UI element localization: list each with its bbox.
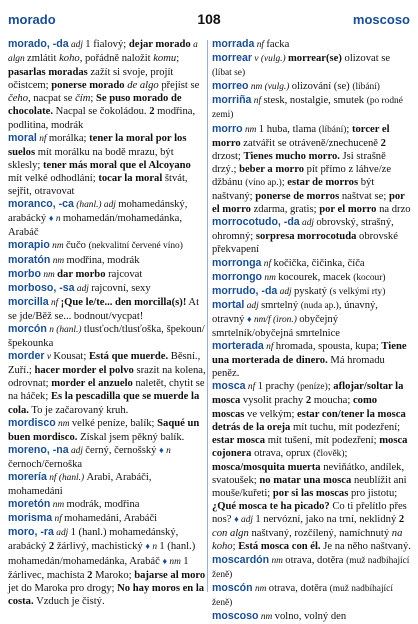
dictionary-entry — [8, 350, 206, 416]
entry-text: (muž nadbíhající ženě) — [212, 555, 410, 580]
entry-text: kočička, čičinka, číča — [273, 257, 365, 269]
entry-text: adj — [74, 283, 92, 294]
entry-headword: morrongo — [212, 270, 263, 283]
entry-text: žárlivý, machistický — [54, 541, 146, 553]
entry-text: nm — [252, 583, 269, 594]
dictionary-entry — [8, 239, 206, 253]
entry-text: modřina, modrák — [66, 254, 140, 266]
entry-text: Tienes mucho morro. — [243, 150, 340, 162]
entry-text: morder el anzuelo — [51, 378, 133, 390]
entry-headword: morrear — [212, 52, 253, 65]
entry-text: , pořádně naložit — [79, 53, 154, 65]
entry-text: modřina, podlitina, modrák — [8, 106, 196, 131]
dictionary-entry — [212, 52, 412, 80]
entry-text: nm — [262, 272, 279, 283]
entry-text: zmlátit — [27, 53, 60, 65]
diamond-separator: ♦ — [162, 555, 168, 566]
entry-text: morálka; — [48, 132, 90, 144]
entry-text: nm — [50, 500, 67, 511]
entry-text: moucha; — [311, 395, 353, 407]
dictionary-entry — [212, 380, 412, 553]
entry-text: zatvářit se otráveně/znechuceně — [240, 137, 381, 149]
entry-headword: moreno, -na — [8, 443, 69, 456]
entry-text: 1 (hanl.) mohamedánský, arabácký — [8, 527, 179, 553]
entry-text: (líbat se) — [212, 68, 246, 79]
entry-text: Běsní., Zuří.; — [8, 351, 201, 377]
entry-text: pyskatý — [294, 285, 330, 297]
dictionary-entry — [212, 299, 412, 340]
dictionary-entry — [8, 132, 206, 198]
entry-text: (líbání) — [352, 82, 380, 93]
entry-text: n — [163, 445, 171, 456]
entry-text: (peníze) — [296, 382, 328, 393]
entry-text: přejíst se — [158, 80, 200, 92]
entry-text: ; — [327, 381, 334, 393]
entry-text: Arabi, Arabáči, mohamedáni — [8, 472, 152, 498]
entry-headword: moratón — [8, 253, 51, 266]
entry-text: nm (vulg.) — [248, 82, 292, 93]
dictionary-entry — [212, 216, 412, 256]
entry-text: otrava, dotěra — [285, 554, 347, 566]
left-column — [8, 38, 206, 608]
entry-text: estar de morros — [287, 176, 359, 188]
entry-text: naštvat se; — [339, 191, 389, 203]
dictionary-entry — [8, 498, 206, 512]
entry-text: obrovský, strašný, ohromný; — [212, 217, 394, 243]
entry-text: nm — [49, 241, 66, 252]
entry-headword: moscardón — [212, 553, 270, 566]
entry-text: (nekvalitní červené víno) — [88, 241, 183, 252]
entry-text: adj — [238, 515, 256, 526]
dictionary-entry — [8, 198, 206, 239]
entry-text: Kousat; — [53, 351, 89, 363]
entry-text: 1 žárlivec, machista — [8, 555, 189, 581]
entry-text: Tiene una morterada de dinero. — [212, 341, 407, 367]
entry-text: Je na něho naštvaný. — [320, 541, 411, 553]
entry-text: adj — [68, 40, 86, 50]
entry-text: nm — [40, 269, 58, 280]
entry-text: To je začarovaný kruh. — [28, 404, 129, 416]
entry-text: torcer el morro — [212, 123, 390, 149]
dictionary-entry — [8, 268, 206, 282]
entry-text: adj — [299, 218, 317, 229]
entry-text: 2 — [87, 569, 93, 581]
entry-text: por el morro — [319, 204, 377, 216]
entry-text: 2 — [305, 395, 312, 407]
entry-headword: morrada — [212, 38, 255, 50]
entry-text: nf — [254, 40, 267, 50]
entry-headword: morronga — [212, 256, 262, 269]
entry-headword: morder — [8, 350, 45, 363]
entry-text: nf — [245, 382, 258, 393]
entry-text: Saqué un buen mordisco. — [8, 417, 200, 443]
entry-text: srazit na kolena, odrovnat; — [8, 365, 206, 390]
entry-text: Está mosca con él. — [238, 541, 321, 553]
dictionary-entry — [212, 285, 412, 299]
entry-text: neublížit ani mouše/kuřeti; — [212, 475, 407, 500]
entry-text: zdarma, gratis; — [250, 204, 320, 216]
entry-text: mohamedáni, Arabáči — [64, 513, 158, 525]
running-head-last-entry: moscoso — [352, 12, 410, 27]
entry-headword: morapio — [8, 239, 50, 252]
entry-text: čím — [75, 93, 91, 105]
entry-text: naletět, chytit se na háček; — [8, 378, 205, 403]
entry-headword: moro, -ra — [8, 526, 54, 539]
entry-headword: morcón — [8, 322, 47, 335]
entry-text: modrák, modřina — [66, 499, 140, 511]
entry-text: beber a morro — [239, 163, 305, 175]
entry-text: rajcovat — [105, 268, 143, 280]
entry-headword: morboso, -sa — [8, 281, 75, 294]
entry-text: ¡Que le/te... den morcilla(s)! — [60, 296, 187, 308]
entry-headword: mortal — [212, 298, 245, 311]
diamond-separator: ♦ — [234, 514, 239, 525]
right-column — [212, 38, 412, 624]
entry-text: vysolit prachy — [240, 395, 306, 407]
entry-text: (s velkými rty) — [329, 286, 386, 297]
entry-text: mohamedánský, arabácký — [8, 199, 188, 225]
entry-text: ; — [176, 53, 180, 65]
entry-text: drzost; — [212, 150, 244, 162]
entry-headword: morterada — [212, 340, 264, 353]
entry-text: ; — [344, 447, 348, 459]
entry-text: , únavný, otravný — [212, 299, 378, 325]
dictionary-entry — [8, 38, 206, 132]
entry-text: adj — [53, 528, 71, 539]
entry-text: mosca cojonera — [212, 434, 408, 459]
entry-text: de algo — [127, 80, 159, 92]
running-head-first-entry: morado — [8, 12, 56, 27]
entry-text: zažít si svoje, projít očistcem; — [8, 67, 174, 92]
dictionary-entry — [212, 582, 412, 610]
entry-text: mosca/mosquita muerta — [212, 461, 321, 473]
entry-headword: morisma — [8, 512, 53, 525]
page-number: 108 — [197, 11, 221, 27]
diamond-separator: ♦ — [48, 213, 54, 224]
entry-text: naštvaný, rozčílený, namíchnutý — [251, 528, 392, 540]
entry-text: nm/f (iron.) — [251, 314, 300, 325]
entry-text: nf — [263, 342, 276, 353]
diamond-separator: ♦ — [247, 313, 252, 324]
dictionary-entry — [212, 340, 412, 380]
entry-text: nf (hanl.) — [46, 473, 87, 483]
entry-text: tocar la moral — [98, 172, 163, 184]
entry-text: no matar una mosca — [259, 475, 352, 486]
entry-text: dejar morado — [128, 39, 191, 50]
entry-text: černý, černošský — [85, 444, 160, 456]
dictionary-entry — [8, 526, 206, 608]
entry-text: nf — [36, 133, 49, 144]
entry-text: (hanl.) adj — [73, 200, 119, 211]
entry-text: con algn — [212, 528, 252, 540]
entry-headword: moscón — [212, 581, 253, 594]
entry-text: 1 nervózní, jako na trní, neklidný — [255, 514, 399, 526]
entry-text: tlusťoch/tlusťoška, špekoun/špekounka — [8, 323, 205, 350]
entry-text: volno, volný den — [274, 610, 347, 622]
entry-text: 2 — [380, 137, 386, 149]
entry-text: čeho — [8, 93, 28, 105]
diamond-separator: ♦ — [159, 444, 164, 455]
entry-text: velké peníze, balík; — [71, 417, 158, 429]
entry-text: 1 prachy — [257, 381, 297, 393]
entry-text: komu — [153, 53, 177, 65]
entry-text: pasarlas moradas — [8, 67, 88, 79]
entry-text: mít velké odhodlání; — [8, 172, 99, 184]
entry-text: Está que muerde. — [88, 351, 169, 363]
entry-text: obrovské překvapení — [212, 231, 398, 256]
entry-headword: morrudo, -da — [212, 284, 278, 297]
entry-text: ; — [346, 123, 352, 135]
entry-text: Es la pescadilla que se muerde la cola. — [8, 391, 200, 416]
dictionary-entry — [8, 512, 206, 526]
entry-headword: moranco, -ca — [8, 198, 74, 211]
entry-text: 2 — [398, 514, 405, 526]
dictionary-entry — [212, 271, 412, 285]
entry-headword: morbo — [8, 267, 41, 280]
entry-text: 1 fialový; — [85, 39, 129, 50]
entry-text: n — [149, 542, 160, 553]
entry-text: mít tuchu, mít podezření; — [290, 421, 401, 433]
entry-text: (víno ap.) — [245, 177, 282, 188]
entry-text: por si las moscas — [272, 488, 349, 500]
entry-text: por el morro — [212, 191, 405, 216]
entry-text: 2 — [48, 541, 55, 553]
entry-text: olizovat se — [341, 53, 391, 65]
entry-text: být naštvaný; — [212, 176, 375, 203]
entry-headword: moscoso — [212, 609, 259, 622]
entry-text: Nacpal se čokoládou. — [53, 106, 150, 118]
entry-text: adj — [68, 445, 86, 456]
entry-text: hacer morder el polvo — [34, 365, 134, 377]
entry-headword: morro — [212, 122, 243, 135]
entry-text: 2 — [149, 106, 155, 118]
entry-text: na koho — [212, 528, 403, 553]
entry-text: bajarse al moro — [134, 569, 206, 581]
dictionary-entry — [8, 417, 206, 444]
entry-text: como moscas — [212, 395, 378, 420]
entry-text: na drzo — [376, 204, 411, 216]
entry-text: nm — [242, 124, 259, 135]
entry-text: ¿Qué mosca te ha picado? — [212, 501, 330, 513]
entry-text: neviňátko, andílek, svatoušek; — [212, 461, 405, 486]
entry-headword: morería — [8, 471, 47, 483]
entry-headword: mosca — [212, 380, 246, 393]
entry-text: obyčejný smrtelník/obyčejná smrtelnice — [212, 313, 340, 339]
entry-text: koho — [59, 53, 80, 65]
entry-text: (líbání) — [318, 124, 347, 135]
entry-headword: morado, -da — [8, 38, 69, 50]
entry-text: kocourek, macek — [278, 271, 354, 283]
entry-text: tener la moral por los suelos — [8, 132, 187, 158]
dictionary-entry — [8, 323, 206, 350]
entry-text: , nacpat se — [28, 93, 76, 105]
entry-headword: moretón — [8, 498, 51, 511]
entry-headword: morcilla — [8, 295, 49, 308]
dictionary-entry — [212, 80, 412, 94]
entry-text: ponerse de morros — [255, 191, 340, 203]
entry-text: štvát, sejřit, otravovat — [8, 172, 188, 198]
entry-text: n (hanl.) — [46, 324, 84, 335]
entry-text: ponerse morado — [51, 80, 125, 92]
dictionary-entry — [212, 554, 412, 582]
entry-text: ; — [232, 541, 239, 553]
entry-text: otrava, dotěra — [268, 582, 330, 594]
entry-text: v — [44, 352, 54, 363]
entry-text: dar morbo — [57, 268, 106, 280]
entry-text: estar con/tener la mosca detrás de la oreja — [212, 408, 406, 433]
entry-text: nm — [269, 555, 286, 566]
entry-text: nf — [48, 297, 61, 308]
entry-text: facka — [266, 39, 290, 50]
entry-text: nm — [167, 556, 184, 567]
entry-text: ; — [90, 93, 96, 105]
column-divider — [207, 40, 208, 592]
entry-text: nf — [52, 514, 65, 525]
entry-text: (po rodné zemi) — [212, 96, 403, 121]
dictionary-entry — [8, 282, 206, 296]
entry-text: morrear(se) — [287, 53, 342, 65]
entry-text: nf — [251, 96, 264, 107]
dictionary-entry — [8, 296, 206, 323]
entry-text: nm — [55, 418, 72, 429]
entry-text: nm — [50, 255, 67, 266]
entry-text: Jsi strašně drzý.; — [212, 150, 386, 175]
entry-text: čučo — [65, 240, 89, 252]
entry-text: No hay moros en la costa. — [8, 582, 205, 607]
entry-text: adj — [277, 286, 294, 297]
entry-text: Má hromadu peněz. — [212, 355, 385, 380]
entry-text: hromada, spousta, kupa; — [275, 341, 382, 353]
entry-text: mít tušení, mít podezření; — [265, 434, 380, 446]
entry-text: pro jistotu; — [348, 488, 398, 500]
dictionary-entry — [212, 123, 412, 217]
entry-text: Vzduch je čistý. — [33, 595, 105, 607]
entry-text: v (vulg.) — [252, 54, 288, 65]
dictionary-entry — [212, 610, 412, 624]
entry-text: At se jde/Běž se... bodnout/vycpat! — [8, 296, 200, 322]
dictionary-entry — [212, 94, 412, 122]
entry-text: ve velkým; — [244, 408, 298, 420]
entry-text: sorpresa morrocotuda — [255, 231, 357, 243]
entry-text: Co ti přelítlo přes nos? — [212, 501, 407, 526]
entry-headword: moral — [8, 131, 37, 144]
entry-text: tener más moral que el Alcoyano — [43, 159, 191, 171]
entry-text: stesk, nostalgie, smutek — [263, 95, 367, 107]
entry-text: mohamedán/mohamedánka, Arabáč — [8, 213, 182, 239]
entry-text: olizování (se) — [291, 81, 353, 93]
entry-text: (nuda ap.) — [300, 300, 339, 311]
entry-text: jet do Maroka pro drogy; — [8, 582, 118, 594]
dictionary-entry — [8, 444, 206, 471]
page-header — [0, 0, 418, 30]
diamond-separator: ♦ — [145, 541, 150, 552]
entry-text: rajcovní, sexy — [91, 282, 151, 294]
entry-text: otrava, oprux — [251, 447, 314, 459]
entry-text: nm — [258, 611, 275, 622]
entry-text: ; — [281, 176, 288, 188]
entry-text: (člověk) — [313, 448, 345, 459]
entry-text: Maroko; — [92, 569, 135, 581]
entry-text: (kocour) — [353, 272, 386, 283]
entry-text: smrtelný — [261, 299, 301, 311]
entry-text: černoch/černoška — [8, 458, 83, 470]
entry-text: 1 huba, tlama — [258, 123, 319, 135]
entry-text: Získal jsem pěkný balík. — [77, 431, 185, 443]
entry-headword: mordisco — [8, 416, 56, 429]
entry-text: nf — [261, 258, 274, 269]
entry-text: n — [53, 214, 63, 225]
dictionary-entry — [212, 38, 412, 52]
entry-text: mít morálku na bodě mrazu, být sklesly; — [8, 146, 174, 171]
entry-text: Se puso morado de chocolate. — [8, 93, 182, 118]
entry-text: aflojar/soltar la mosca — [212, 381, 404, 407]
entry-text: 1 (hanl.) mohamedán/mohamedánka, Arabáč — [8, 541, 196, 567]
entry-text: pít přímo z láhve/ze džbánu — [212, 163, 392, 188]
entry-text: a algn — [8, 40, 198, 65]
entry-text: adj — [244, 300, 262, 311]
dictionary-entry — [8, 254, 206, 268]
entry-headword: morrocotudo, -da — [212, 216, 300, 229]
dictionary-entry — [8, 471, 206, 498]
dictionary-entry — [212, 257, 412, 271]
entry-text: estar mosca — [212, 434, 266, 446]
entry-text: (muž nadbíhající ženě) — [212, 583, 393, 608]
entry-headword: morreo — [212, 80, 249, 93]
entry-headword: morriña — [212, 94, 252, 107]
